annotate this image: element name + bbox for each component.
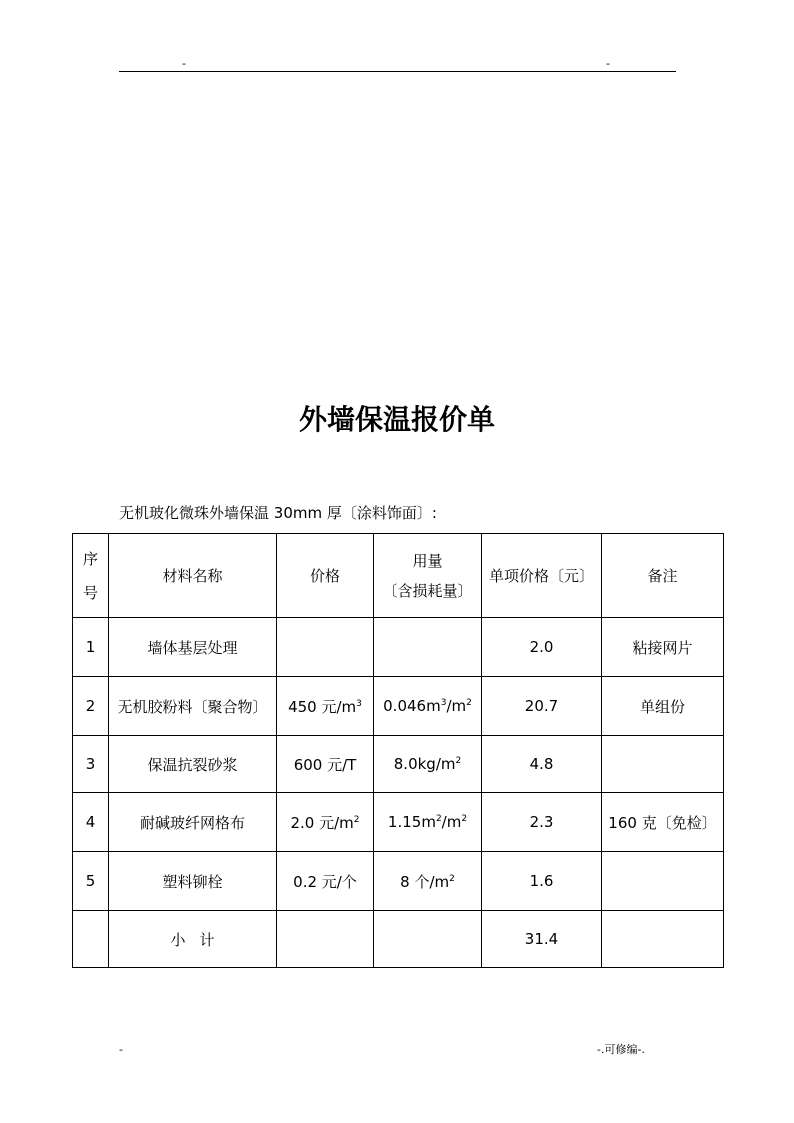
- header-unit-price: 单项价格〔元〕: [482, 534, 602, 618]
- row-remark: 160 克〔免检〕: [602, 793, 724, 852]
- row-unit-price: 2.0: [482, 618, 602, 677]
- row-material: 墙体基层处理: [109, 618, 277, 677]
- subtotal-price: [277, 911, 374, 968]
- header-rule: [119, 71, 676, 72]
- subtotal-unit-price: 31.4: [482, 911, 602, 968]
- row-seq: 3: [73, 736, 109, 793]
- table-row: [73, 736, 724, 793]
- row-material: 塑料铆栓: [109, 852, 277, 911]
- row-remark: 粘接网片: [602, 618, 724, 677]
- row-material: 无机胶粉料〔聚合物〕: [109, 677, 277, 736]
- page-title: 外墙保温报价单: [298, 403, 495, 436]
- subtotal-seq: [73, 911, 109, 968]
- subtotal-row: [73, 911, 724, 968]
- table-row: [73, 677, 724, 736]
- row-unit-price: 1.6: [482, 852, 602, 911]
- table-row: [73, 852, 724, 911]
- header-right-mark: -: [606, 57, 610, 70]
- row-unit-price: 20.7: [482, 677, 602, 736]
- row-price: 0.2 元/个: [277, 852, 374, 911]
- footer-left-mark: -: [119, 1043, 123, 1056]
- header-remark: 备注: [602, 534, 724, 618]
- row-seq: 5: [73, 852, 109, 911]
- table-row: [73, 793, 724, 852]
- header-price: 价格: [277, 534, 374, 618]
- row-remark: 单组份: [602, 677, 724, 736]
- subtotal-label: 小计: [109, 911, 277, 968]
- table-row: [73, 618, 724, 677]
- row-price: [277, 618, 374, 677]
- row-seq: 4: [73, 793, 109, 852]
- row-seq: 2: [73, 677, 109, 736]
- table-header-row: [73, 534, 724, 618]
- subtotal-remark: [602, 911, 724, 968]
- row-usage: $8.0kg/m^2$: [374, 736, 482, 793]
- row-remark: [602, 852, 724, 911]
- quote-table: [72, 533, 724, 968]
- row-usage: [374, 618, 482, 677]
- header-material: 材料名称: [109, 534, 277, 618]
- row-price: 2.0 元$/m^2$: [277, 793, 374, 852]
- section-subtitle: 无机玻化微珠外墙保温 30mm 厚〔涂料饰面〕:: [119, 504, 437, 522]
- row-price: 600 元/T: [277, 736, 374, 793]
- row-remark: [602, 736, 724, 793]
- footer-right-mark: -.可修编-.: [597, 1043, 645, 1056]
- header-usage: 用量 〔含损耗量〕: [374, 534, 482, 618]
- subtotal-usage: [374, 911, 482, 968]
- row-seq: 1: [73, 618, 109, 677]
- row-usage: $1.15m^2/m^2$: [374, 793, 482, 852]
- row-unit-price: 4.8: [482, 736, 602, 793]
- header-seq: 序 号: [73, 534, 109, 618]
- row-price: 450 元$/m^3$: [277, 677, 374, 736]
- row-material: 保温抗裂砂浆: [109, 736, 277, 793]
- row-material: 耐碱玻纤网格布: [109, 793, 277, 852]
- row-unit-price: 2.3: [482, 793, 602, 852]
- header-left-mark: -: [182, 57, 186, 70]
- row-usage: $0.046m^3/m^2$: [374, 677, 482, 736]
- row-usage: 8 个$/m^2$: [374, 852, 482, 911]
